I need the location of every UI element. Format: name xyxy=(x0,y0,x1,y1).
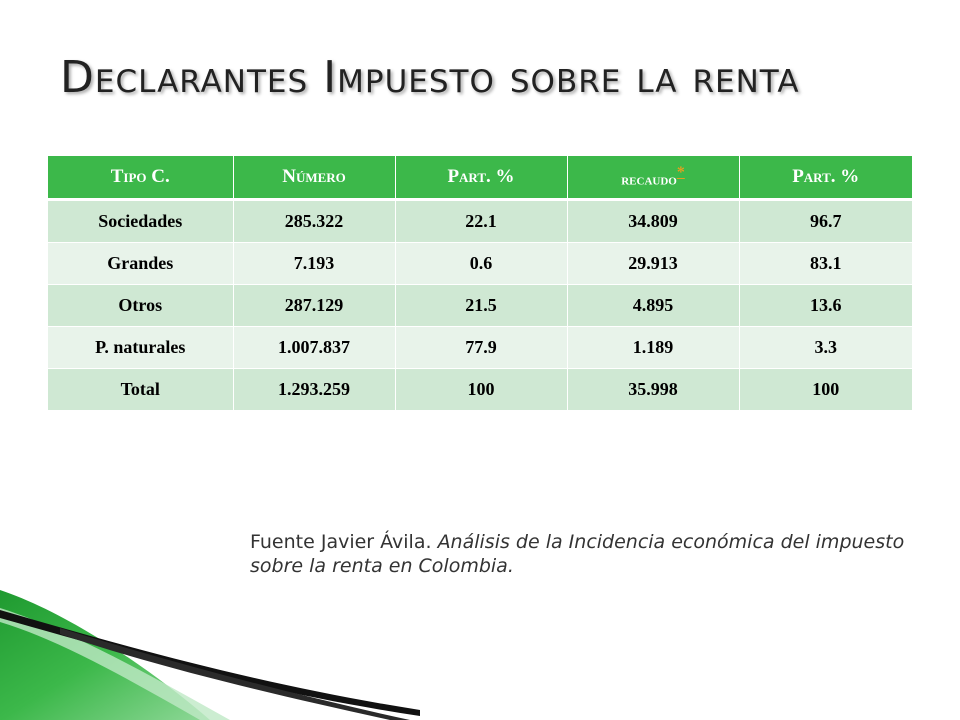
table-header-row xyxy=(48,156,912,200)
cell-tipo: Sociedades xyxy=(48,200,233,243)
declarantes-table xyxy=(48,156,912,410)
cell-part-1: 100 xyxy=(395,369,567,411)
table-row xyxy=(48,327,912,369)
cell-part-2: 100 xyxy=(739,369,912,411)
header-part-1: Part. % xyxy=(395,156,567,200)
cell-numero: 287.129 xyxy=(233,285,395,327)
header-tipo: Tipo C. xyxy=(48,156,233,200)
cell-part-1: 0.6 xyxy=(395,243,567,285)
cell-recaudo: 1.189 xyxy=(567,327,739,369)
table-row xyxy=(48,243,912,285)
cell-numero: 7.193 xyxy=(233,243,395,285)
cell-tipo: Grandes xyxy=(48,243,233,285)
decorative-swoosh xyxy=(0,590,420,720)
cell-part-2: 83.1 xyxy=(739,243,912,285)
cell-tipo: P. naturales xyxy=(48,327,233,369)
source-citation xyxy=(250,530,940,578)
header-recaudo xyxy=(567,156,739,200)
cell-part-1: 77.9 xyxy=(395,327,567,369)
cell-numero: 1.007.837 xyxy=(233,327,395,369)
table-row xyxy=(48,285,912,327)
table-row xyxy=(48,200,912,243)
slide-title: Declarantes Impuesto sobre la renta xyxy=(60,52,800,103)
cell-recaudo: 29.913 xyxy=(567,243,739,285)
source-title: Análisis de la Incidencia económica del impuesto sobre la renta en Colombia. xyxy=(250,531,905,577)
cell-part-2: 96.7 xyxy=(739,200,912,243)
source-prefix: Fuente Javier Ávila. xyxy=(250,531,438,553)
header-recaudo-label: recaudo xyxy=(621,172,677,189)
cell-tipo: Total xyxy=(48,369,233,411)
cell-recaudo: 35.998 xyxy=(567,369,739,411)
cell-numero: 285.322 xyxy=(233,200,395,243)
cell-part-1: 21.5 xyxy=(395,285,567,327)
cell-numero: 1.293.259 xyxy=(233,369,395,411)
cell-part-2: 13.6 xyxy=(739,285,912,327)
cell-recaudo: 34.809 xyxy=(567,200,739,243)
cell-part-2: 3.3 xyxy=(739,327,912,369)
header-part-2: Part. % xyxy=(739,156,912,200)
table-row xyxy=(48,369,912,411)
cell-recaudo: 4.895 xyxy=(567,285,739,327)
cell-tipo: Otros xyxy=(48,285,233,327)
header-recaudo-link[interactable]: * xyxy=(676,163,685,181)
cell-part-1: 22.1 xyxy=(395,200,567,243)
header-numero: Número xyxy=(233,156,395,200)
